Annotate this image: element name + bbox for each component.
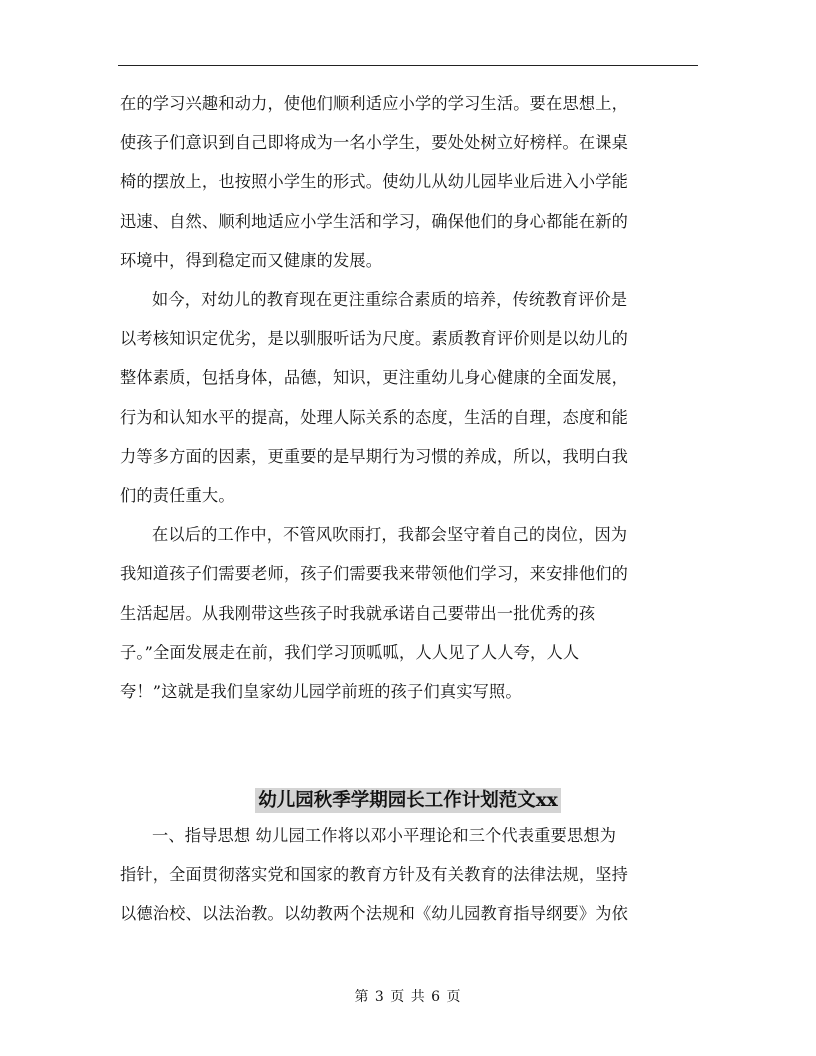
text-line: 使孩子们意识到自己即将成为一名小学生，要处处树立好榜样。在课桌: [120, 133, 629, 153]
text-line: 一、指导思想 幼儿园工作将以邓小平理论和三个代表重要思想为: [152, 826, 617, 845]
text-line: 迅速、自然、顺利地适应小学生活和学习，确保他们的身心都能在新的: [120, 211, 629, 231]
text-line: 在的学习兴趣和动力，使他们顺利适应小学的学习生活。要在思想上，: [120, 94, 629, 113]
text-line: 生活起居。从我刚带这些孩子时我就承诺自己要带出一批优秀的孩: [120, 603, 596, 623]
text-line: 在以后的工作中，不管风吹雨打，我都会坚守着自己的岗位，因为: [152, 525, 628, 545]
text-line: 指针，全面贯彻落实党和国家的教育方针及有关教育的法律法规，坚持: [120, 865, 629, 885]
text-line: 以考核知识定优劣，是以驯服听话为尺度。素质教育评价则是以幼儿的: [120, 329, 629, 349]
text-line: 以德治校、以法治教。以幼教两个法规和《幼儿园教育指导纲要》为依: [120, 904, 629, 924]
text-line: 夸！”这就是我们皇家幼儿园学前班的孩子们真实写照。: [120, 682, 522, 702]
text-line: 子。”全面发展走在前，我们学习顶呱呱，人人见了人人夸，人人: [120, 642, 580, 662]
text-line: 如今，对幼儿的教育现在更注重综合素质的培养，传统教育评价是: [152, 290, 628, 310]
text-line: 我知道孩子们需要老师，孩子们需要我来带领他们学习，来安排他们的: [120, 564, 629, 584]
page-footer: 第 3 页 共 6 页: [354, 989, 462, 1005]
section-title-text: 幼儿园秋季学期园长工作计划范文xx: [255, 788, 561, 813]
section-title: [0, 784, 816, 818]
body-text: [120, 84, 698, 711]
text-line: 环境中，得到稳定而又健康的发展。: [120, 250, 383, 270]
text-line: 行为和认知水平的提高，处理人际关系的态度，生活的自理，态度和能: [120, 407, 629, 427]
text-line: 力等多方面的因素，更重要的是早期行为习惯的养成，所以，我明白我: [120, 446, 629, 466]
text-line: 整体素质，包括身体，品德，知识，更注重幼儿身心健康的全面发展，: [120, 368, 629, 388]
section-body: [120, 816, 698, 934]
text-line: 椅的摆放上，也按照小学生的形式。使幼儿从幼儿园毕业后进入小学能: [120, 172, 629, 192]
text-line: 们的责任重大。: [120, 486, 235, 506]
header-rule: [118, 65, 698, 66]
